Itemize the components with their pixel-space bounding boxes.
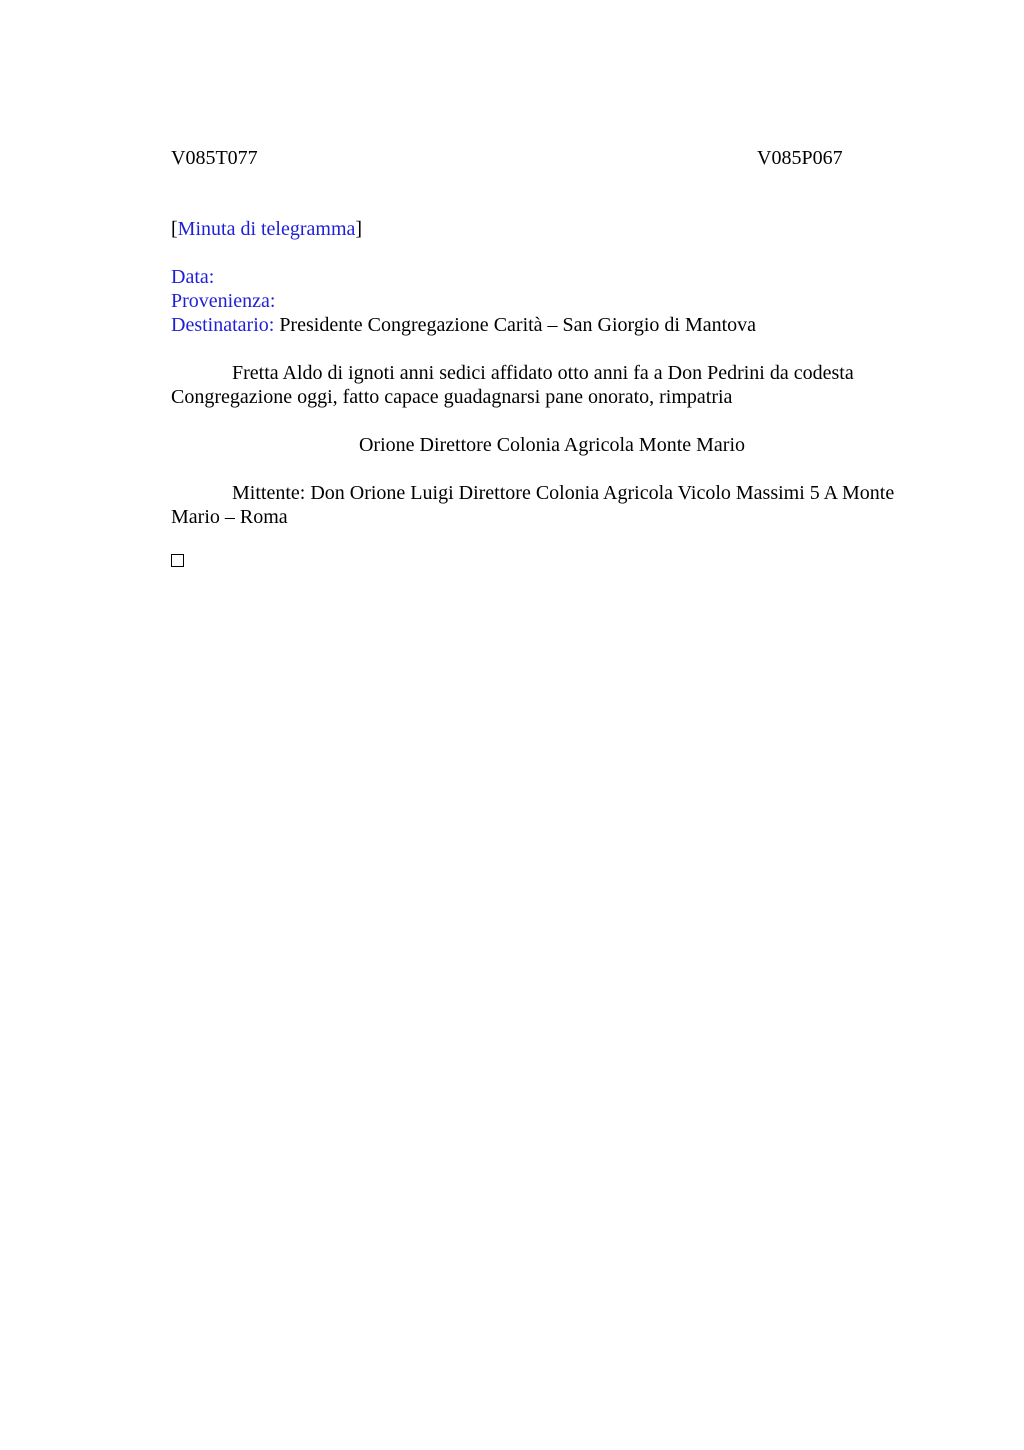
document-metadata <box>171 265 923 337</box>
destinatario-value: Presidente Congregazione Carità – San Giorgio di Mantova <box>274 314 757 336</box>
provenienza-label: Provenienza: <box>171 290 276 312</box>
title-bracket-open: [ <box>171 218 178 240</box>
document-page <box>171 146 923 567</box>
destinatario-field <box>171 313 923 337</box>
telegram-body: Fretta Aldo di ignoti anni sedici affidato otto anni fa a Don Pedrini da codesta Congregazione oggi, fatto capace guadagnarsi pane onorato, rimpatria <box>171 362 854 408</box>
end-square-icon <box>171 554 184 567</box>
document-code-left: V085T077 <box>171 147 258 169</box>
data-label: Data: <box>171 266 215 288</box>
document-code-right: V085P067 <box>757 147 843 169</box>
title-text: Minuta di telegramma <box>177 218 356 240</box>
destinatario-label: Destinatario: <box>171 314 275 336</box>
data-field <box>171 265 923 289</box>
provenienza-field <box>171 289 923 313</box>
sender-line: Mittente: Don Orione Luigi Direttore Colonia Agricola Vicolo Massimi 5 A Monte Mario – Roma <box>171 482 895 528</box>
document-header <box>171 146 923 170</box>
title-bracket-close: ] <box>355 218 363 240</box>
telegram-signature: Orione Direttore Colonia Agricola Monte Mario <box>358 434 745 456</box>
document-title <box>171 217 923 241</box>
